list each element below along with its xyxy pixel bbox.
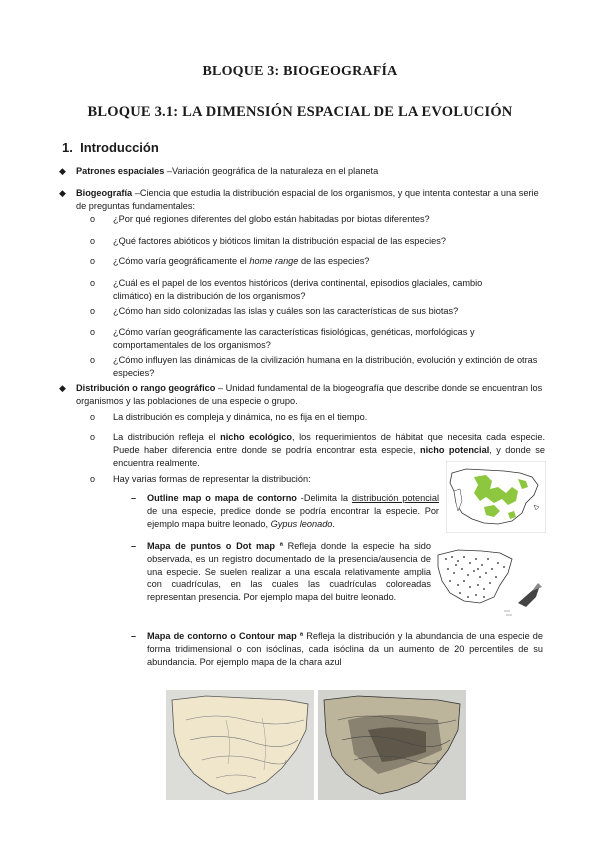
dot-map-desc: Mapa de puntos o Dot map ª Refleja donde la especie ha sido observada, es un registro documentado de la presencia/ausencia de una especie. Se suelen realizar a una escala relativamente amplia con cuadrículas, en las cuales las cuadrículas coloreadas representan presencia. Por ejemplo mapa del buitre leonado. — [147, 541, 431, 603]
circle-bullet-icon: o — [90, 432, 96, 442]
subblock-title: BLOQUE 3.1: LA DIMENSIÓN ESPACIAL DE LA EVOLUCIÓN — [87, 104, 513, 120]
circle-bullet-icon: o — [90, 306, 96, 316]
distribution-note-3: Hay varias formas de representar la distribución: — [113, 474, 311, 484]
circle-bullet-icon: o — [90, 278, 96, 288]
distribution-note-1: La distribución es compleja y dinámica, no es fija en el tiempo. — [113, 412, 368, 422]
circle-bullet-icon: o — [90, 327, 96, 337]
circle-bullet-icon: o — [90, 355, 96, 365]
bullet-distribucion: Distribución o rango geográfico – Unidad fundamental de la biogeografía que describe donde se encuentran los organismos y las poblaciones de una especie o grupo. — [76, 383, 543, 406]
section-number: 1. — [62, 140, 73, 155]
question-4: ¿Cuál es el papel de los eventos históricos (deriva continental, episodios glaciales, cambio climático) en la distribución de los organismos? — [113, 278, 483, 301]
section-heading — [62, 140, 159, 155]
question-6: ¿Cómo varían geográficamente las características fisiológicas, genéticas, morfológicas y comportamentales de los organismos? — [113, 327, 475, 350]
dot-map-image — [434, 545, 546, 621]
dash-bullet-icon: – — [131, 493, 137, 503]
question-1: ¿Por qué regiones diferentes del globo están habitadas por biotas diferentes? — [113, 214, 430, 224]
bullet-patrones: Patrones espaciales –Variación geográfica de la naturaleza en el planeta — [76, 166, 379, 176]
dash-bullet-icon: – — [131, 631, 137, 641]
contour-map-right-image — [318, 690, 466, 800]
circle-bullet-icon: o — [90, 236, 96, 246]
distribution-note-2: La distribución refleja el nicho ecológico, los requerimientos de hábitat que necesita cada especie. Puede haber diferencia entre donde se podría encontrar esta especie, nicho potencial, y donde se encuentra realmente. — [113, 432, 545, 468]
circle-bullet-icon: o — [90, 256, 96, 266]
bullet-biogeografia: Biogeografía –Ciencia que estudia la distribución espacial de los organismos, y que intenta contestar a una serie de preguntas fundamentales: — [76, 188, 539, 211]
question-5: ¿Cómo han sido colonizadas las islas y cuáles son las características de sus biotas? — [113, 306, 459, 316]
diamond-bullet-icon: ◆ — [59, 188, 66, 198]
dash-bullet-icon: – — [131, 541, 137, 551]
block-title: BLOQUE 3: BIOGEOGRAFÍA — [202, 64, 398, 79]
contour-map-left-image — [166, 690, 314, 800]
diamond-bullet-icon: ◆ — [59, 383, 66, 393]
circle-bullet-icon: o — [90, 214, 96, 224]
diamond-bullet-icon: ◆ — [59, 166, 66, 176]
section-title: Introducción — [80, 140, 159, 155]
question-3: ¿Cómo varía geográficamente el home range de las especies? — [113, 256, 370, 266]
outline-map-spain-image — [446, 461, 546, 533]
circle-bullet-icon: o — [90, 474, 96, 484]
question-2: ¿Qué factores abióticos y bióticos limitan la distribución espacial de las especies? — [113, 236, 446, 246]
outline-map-desc: Outline map o mapa de contorno -Delimita la distribución potencial de una especie, predice donde se podría encontrar la especie. Por ejemplo mapa buitre leonado, Gypus leonado. — [147, 493, 439, 529]
question-7: ¿Cómo influyen las dinámicas de la civilización humana en la distribución, evolución y extinción de otras especies? — [113, 355, 538, 378]
contour-map-desc: Mapa de contorno o Contour map ª Refleja la distribución y la abundancia de una especie de forma tridimensional o con isóclinas, cada isóclina da un aumento de 20 percentiles de su abundancia. Por ejemplo mapa de la chara azul — [147, 631, 543, 667]
circle-bullet-icon: o — [90, 412, 96, 422]
